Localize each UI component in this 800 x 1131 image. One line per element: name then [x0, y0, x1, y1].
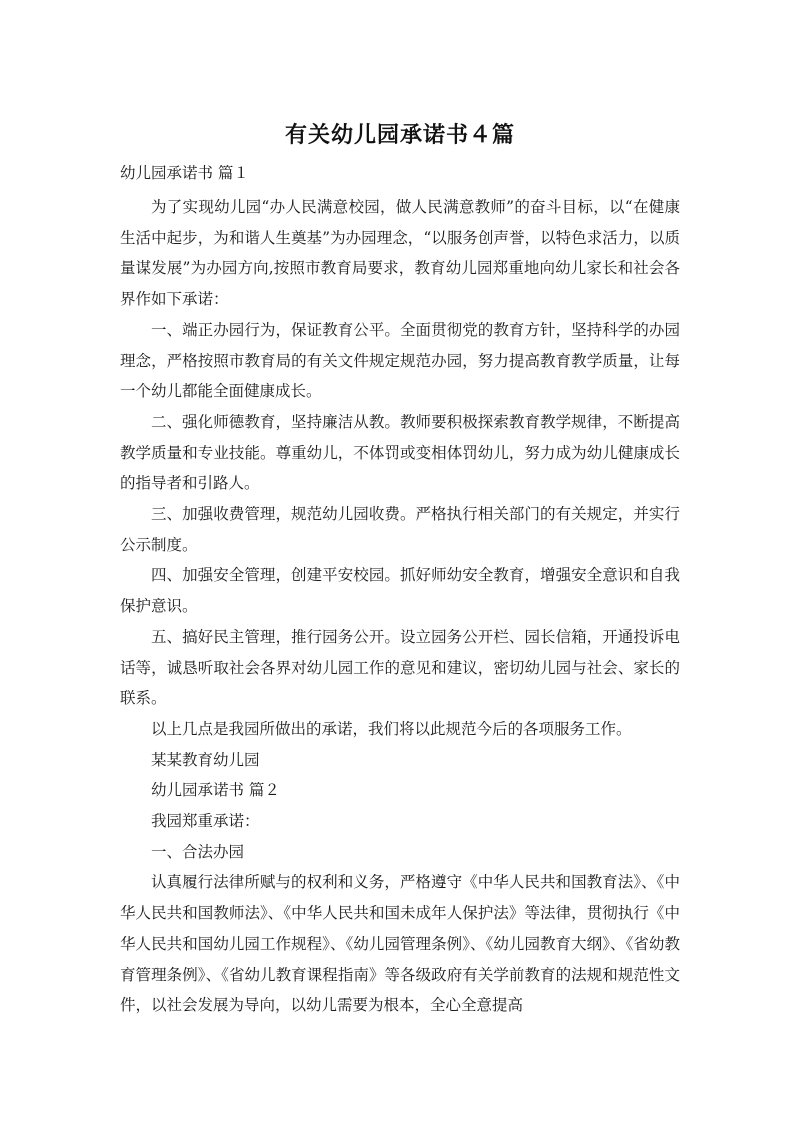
paragraph: 我园郑重承诺：	[151, 812, 260, 831]
paragraph: 五、搞好民主管理，推行园务公开。设立园务公开栏、园长信箱，开通投诉电话等，诚恳听取社会各界对幼儿园工作的意见和建议，密切幼儿园与社会、家长的联系。	[120, 627, 680, 708]
section-heading-2: 幼儿园承诺书 篇２	[151, 781, 280, 800]
signature-line: 某某教育幼儿园	[151, 750, 260, 769]
paragraph: 一、端正办园行为，保证教育公平。全面贯彻党的教育方针，坚持科学的办园理念，严格按照市教育局的有关文件规定规范办园，努力提高教育教学质量，让每一个幼儿都能全面健康成长。	[120, 320, 680, 401]
paragraph: 认真履行法律所赋与的权利和义务，严格遵守《中华人民共和国教育法》、《中华人民共和国教师法》、《中华人民共和国未成年人保护法》等法律，贯彻执行《中华人民共和国幼儿园工作规程》、《幼儿园管理条例》、《幼儿园教育大纲》、《省幼教育管理条例》、《省幼儿教育课程指南》等各级政府有关学前教育的法规和规范性文件，以社会发展为导向，以幼儿需要为根本，全心全意提高	[120, 873, 680, 1015]
paragraph: 以上几点是我园所做出的承诺，我们将以此规范今后的各项服务工作。	[151, 719, 632, 738]
section-heading-1: 幼儿园承诺书 篇１	[120, 164, 249, 182]
paragraph: 一、合法办园	[151, 842, 245, 861]
paragraph: 二、强化师德教育，坚持廉洁从教。教师要积极探索教育教学规律，不断提高教学质量和专业技能。尊重幼儿，不体罚或变相体罚幼儿，努力成为幼儿健康成长的指导者和引路人。	[120, 412, 680, 493]
paragraph: 为了实现幼儿园“办人民满意校园，做人民满意教师”的奋斗目标，以“在健康生活中起步，为和谐人生奠基”为办园理念，“以服务创声誉，以特色求活力，以质量谋发展”为办园方向,按照市教育局要求，教育幼儿园郑重地向幼儿家长和社会各界作如下承诺：	[120, 198, 680, 309]
document-body	[120, 192, 680, 1021]
document-title: 有关幼儿园承诺书４篇	[284, 123, 515, 148]
paragraph: 四、加强安全管理，创建平安校园。抓好师幼安全教育，增强安全意识和自我保护意识。	[120, 566, 680, 616]
paragraph: 三、加强收费管理，规范幼儿园收费。严格执行相关部门的有关规定，并实行公示制度。	[120, 505, 680, 554]
